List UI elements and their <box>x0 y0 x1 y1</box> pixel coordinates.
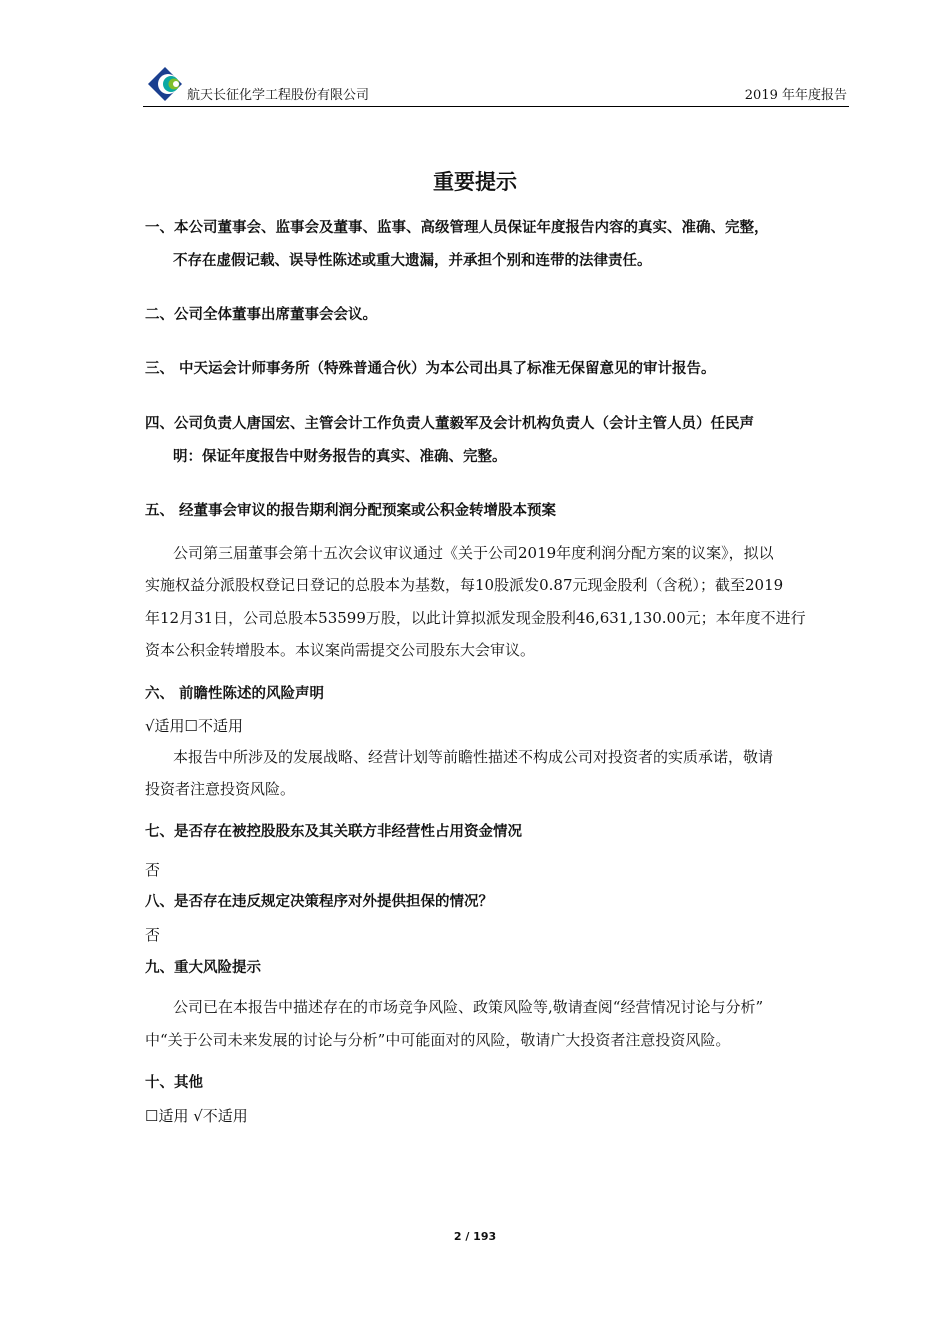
page-header <box>143 66 849 108</box>
report-title: 2019 年年度报告 <box>744 88 847 103</box>
item-10-applicability: ☐适用 √不适用 <box>145 1107 248 1125</box>
item-1-line-2: 不存在虚假记载、误导性陈述或重大遗漏，并承担个别和连带的法律责任。 <box>173 253 652 269</box>
item-9-para-line-1: 公司已在本报告中描述存在的市场竞争风险、政策风险等,敬请查阅“经营情况讨论与分析” <box>173 998 764 1016</box>
item-1-line-1: 一、本公司董事会、监事会及董事、监事、高级管理人员保证年度报告内容的真实、准确、完整， <box>145 220 769 236</box>
item-5-para-line-2: 实施权益分派股权登记日登记的总股本为基数，每10股派发0.87元现金股利（含税）；截至2019 <box>145 576 784 594</box>
item-6-applicability: √适用☐不适用 <box>145 717 244 735</box>
item-6-para-line-1: 本报告中所涉及的发展战略、经营计划等前瞻性描述不构成公司对投资者的实质承诺，敬请 <box>173 748 774 766</box>
header-divider <box>143 106 849 107</box>
item-7-heading: 七、是否存在被控股股东及其关联方非经营性占用资金情况 <box>145 824 522 840</box>
item-2: 二、公司全体董事出席董事会会议。 <box>145 307 377 323</box>
page-title: 重要提示 <box>433 170 517 194</box>
company-logo-icon <box>147 66 183 102</box>
item-5-para-line-3: 年12月31日，公司总股本53599万股，以此计算拟派发现金股利46,631,130.00元；本年度不进行 <box>145 609 806 627</box>
item-9-para-line-2: 中“关于公司未来发展的讨论与分析”中可能面对的风险，敬请广大投资者注意投资风险。 <box>145 1031 731 1049</box>
item-4-line-2: 明：保证年度报告中财务报告的真实、准确、完整。 <box>173 449 507 465</box>
item-10-heading: 十、其他 <box>145 1075 203 1091</box>
item-3: 三、 中天运会计师事务所（特殊普通合伙）为本公司出具了标准无保留意见的审计报告。 <box>145 361 716 377</box>
item-5-para-line-1: 公司第三届董事会第十五次会议审议通过《关于公司2019年度利润分配方案的议案》，拟以 <box>173 544 774 562</box>
item-6-para-line-2: 投资者注意投资风险。 <box>145 780 296 798</box>
item-4-line-1: 四、公司负责人唐国宏、主管会计工作负责人董毅军及会计机构负责人（会计主管人员）任民声 <box>145 416 754 432</box>
item-5-heading: 五、 经董事会审议的报告期利润分配预案或公积金转增股本预案 <box>145 503 557 519</box>
item-8-answer: 否 <box>145 926 161 944</box>
item-5-para-line-4: 资本公积金转增股本。本议案尚需提交公司股东大会审议。 <box>145 641 536 659</box>
item-6-heading: 六、 前瞻性陈述的风险声明 <box>145 686 325 702</box>
page-number: 2 / 193 <box>453 1230 497 1243</box>
item-7-answer: 否 <box>145 861 161 879</box>
item-8-heading: 八、是否存在违反规定决策程序对外提供担保的情况？ <box>145 894 493 910</box>
company-name: 航天长征化学工程股份有限公司 <box>187 88 370 103</box>
item-9-heading: 九、重大风险提示 <box>145 960 261 976</box>
